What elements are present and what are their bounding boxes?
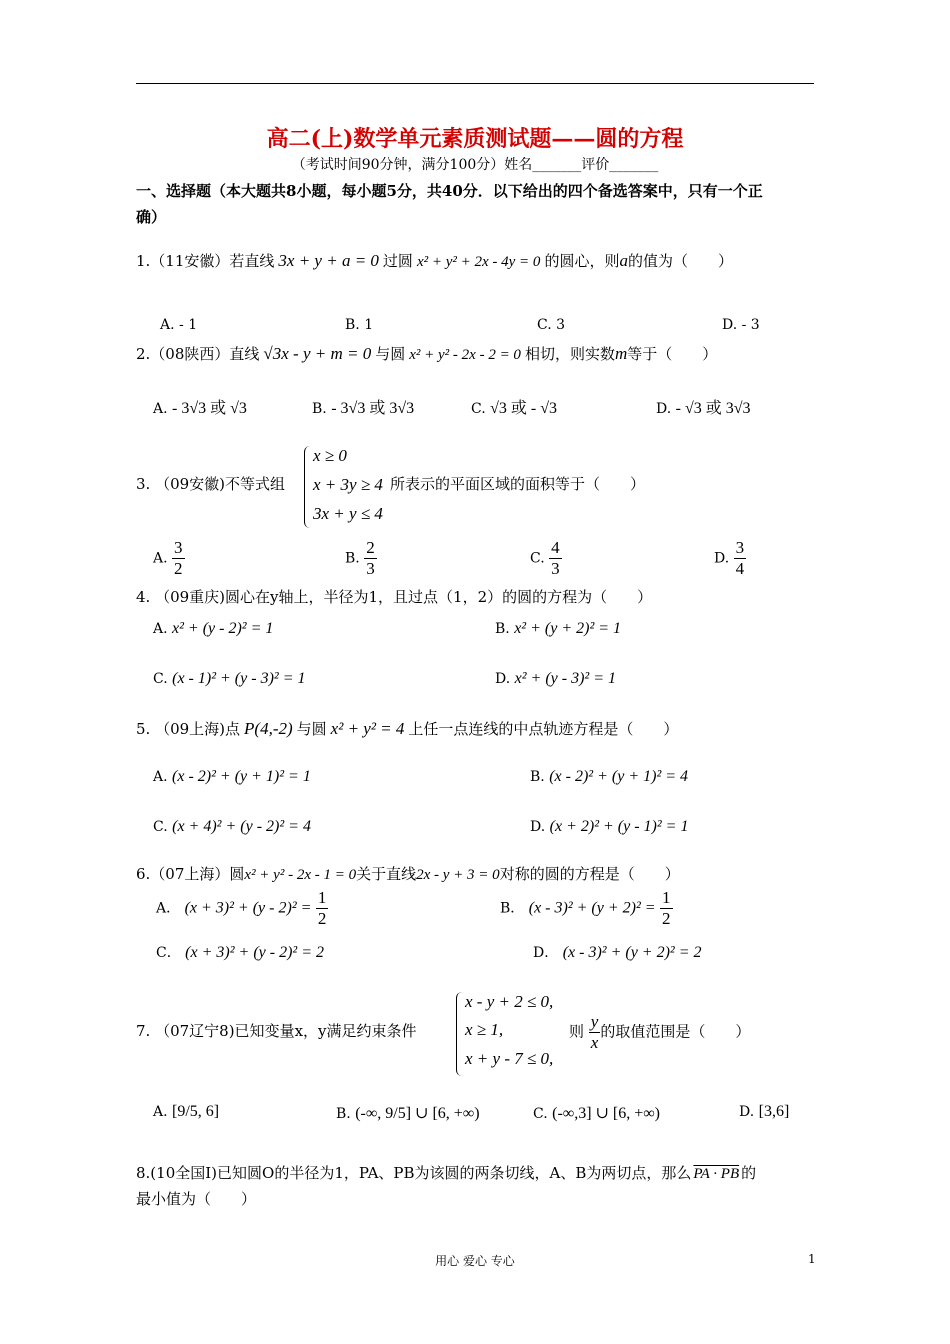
q1-mid: 过圆: [382, 252, 413, 270]
q7-option-b: B. (-∞, 9/5] ∪ [6, +∞): [336, 1105, 480, 1122]
q6-option-d: D． (x - 3)² + (y + 2)² = 2: [533, 944, 702, 961]
page-number: 1: [808, 1252, 816, 1266]
q5-circle: x² + y² = 4: [330, 719, 405, 738]
q7-tail: 则 $\frac{y}{x}$ 的取值范围是（ ）: [569, 1012, 751, 1052]
q5-option-a: A. (x - 2)² + (y + 1)² = 1: [153, 768, 311, 785]
q1-line: 3x + y + a = 0: [278, 251, 379, 270]
q7-system-2: x ≥ 1,: [465, 1020, 504, 1039]
page-title: 高二(上)数学单元素质测试题——圆的方程: [266, 126, 684, 152]
header-rule: [136, 83, 814, 84]
q3-system-1: x ≥ 0: [313, 446, 347, 465]
q5-option-b: B. (x - 2)² + (y + 1)² = 4: [530, 768, 689, 785]
q3-option-d: D. $\frac{3}{4}$: [714, 538, 745, 578]
q3-prefix: 3. （09安徽)不等式组: [136, 475, 286, 493]
q8-vectors: PA · PB: [693, 1166, 740, 1182]
question-8: 8.(10全国Ⅰ)已知圆O的半径为1，PA、PB为该圆的两条切线，A、B为两切点，那么 PA · PB 的: [136, 1164, 757, 1182]
q7-option-d: D. [3,6]: [739, 1103, 790, 1120]
q3-suffix: 所表示的平面区域的面积等于（ ）: [390, 475, 646, 493]
q2-circle: x² + y² - 2x - 2 = 0: [409, 347, 521, 363]
question-8-line2: 最小值为（ ）: [136, 1190, 257, 1208]
q1-circle: x² + y² + 2x - 4y = 0: [416, 254, 541, 270]
q5-point: P(4,-2): [244, 719, 293, 738]
q6-circle: x² + y² - 2x - 1 = 0: [244, 867, 357, 883]
q4-option-d: D. x² + (y - 3)² = 1: [495, 670, 617, 687]
q7-system-3: x + y - 7 ≤ 0,: [465, 1049, 554, 1068]
q2-option-a: A. - 3√3 或 √3: [153, 400, 247, 417]
q3-option-b: B. $\frac{2}{3}$: [345, 538, 375, 578]
question-6: 6.（07上海）圆x² + y² - 2x - 1 = 0关于直线2x - y + 3 = 0对称的圆的方程是（ ）: [136, 865, 680, 883]
q1-option-a: A. - 1: [160, 317, 198, 333]
footer-slogan: 用心 爱心 专心: [435, 1254, 515, 1268]
question-2: [136, 343, 717, 364]
section-heading-line1: 一、选择题（本大题共8小题，每小题5分，共40分．以下给出的四个备选答案中，只有一个正: [136, 182, 763, 200]
q3-system-2: x + 3y ≥ 4: [313, 475, 383, 494]
q2-option-d: D. - √3 或 3√3: [656, 400, 751, 417]
question-5: 5. （09上海)点 P(4,-2) 与圆 x² + y² = 4 上任一点连线的中点轨迹方程是（ ）: [136, 719, 679, 738]
question-1: [136, 250, 733, 271]
q4-option-b: B. x² + (y + 2)² = 1: [495, 620, 622, 637]
q7-option-a: A. [9/5, 6]: [153, 1103, 220, 1120]
q2-var: m: [614, 344, 628, 363]
q7-brace: [456, 992, 463, 1076]
q3-brace: [304, 446, 311, 528]
q1-suffix: 的值为（ ）: [627, 252, 733, 270]
q1-prefix: 1.（11安徽）若直线: [136, 252, 275, 270]
q2-option-b: B. - 3√3 或 3√3: [312, 400, 415, 417]
q5-option-c: C. (x + 4)² + (y - 2)² = 4: [153, 818, 311, 835]
page-subtitle: （考试时间90分钟，满分100分）姓名_______评价_______: [291, 157, 659, 173]
q6-option-c: C． (x + 3)² + (y - 2)² = 2: [156, 944, 324, 961]
q6-option-a: A． (x + 3)² + (y - 2)² = $\frac{1}{2}$: [156, 888, 327, 928]
q4-option-a: A. x² + (y - 2)² = 1: [153, 620, 274, 637]
q1-option-b: B. 1: [345, 317, 374, 333]
q3-system-3: 3x + y ≤ 4: [313, 504, 383, 523]
q3-option-c: C. $\frac{4}{3}$: [530, 538, 560, 578]
q3-option-a: A. $\frac{3}{2}$: [153, 538, 183, 578]
q1-mid2: 的圆心，则: [544, 252, 620, 270]
section-heading-line2: 确）: [136, 208, 167, 226]
q1-var: a: [619, 251, 628, 270]
q7-option-c: C. (-∞,3] ∪ [6, +∞): [533, 1105, 661, 1122]
q1-option-d: D. - 3: [722, 317, 760, 333]
q2-suffix: 等于（ ）: [627, 345, 718, 363]
q4-option-c: C. (x - 1)² + (y - 3)² = 1: [153, 670, 306, 687]
q7-prefix: 7. （07辽宁8)已知变量x，y满足约束条件: [136, 1022, 417, 1040]
q1-option-c: C. 3: [537, 317, 566, 333]
q7-system-1: x - y + 2 ≤ 0,: [465, 992, 554, 1011]
q2-line: √3x - y + m = 0: [263, 344, 372, 363]
q5-option-d: D. (x + 2)² + (y - 1)² = 1: [530, 818, 689, 835]
q2-prefix: 2.（08陕西）直线: [136, 345, 260, 363]
question-4: 4. （09重庆)圆心在y轴上，半径为1，且过点（1，2）的圆的方程为（ ）: [136, 588, 653, 606]
q6-option-b: B． (x - 3)² + (y + 2)² = $\frac{1}{2}$: [500, 888, 671, 928]
q2-mid: 与圆: [375, 345, 406, 363]
q6-line: 2x - y + 3 = 0: [416, 867, 500, 883]
q2-mid2: 相切，则实数: [524, 345, 615, 363]
q2-option-c: C. √3 或 - √3: [471, 400, 558, 417]
